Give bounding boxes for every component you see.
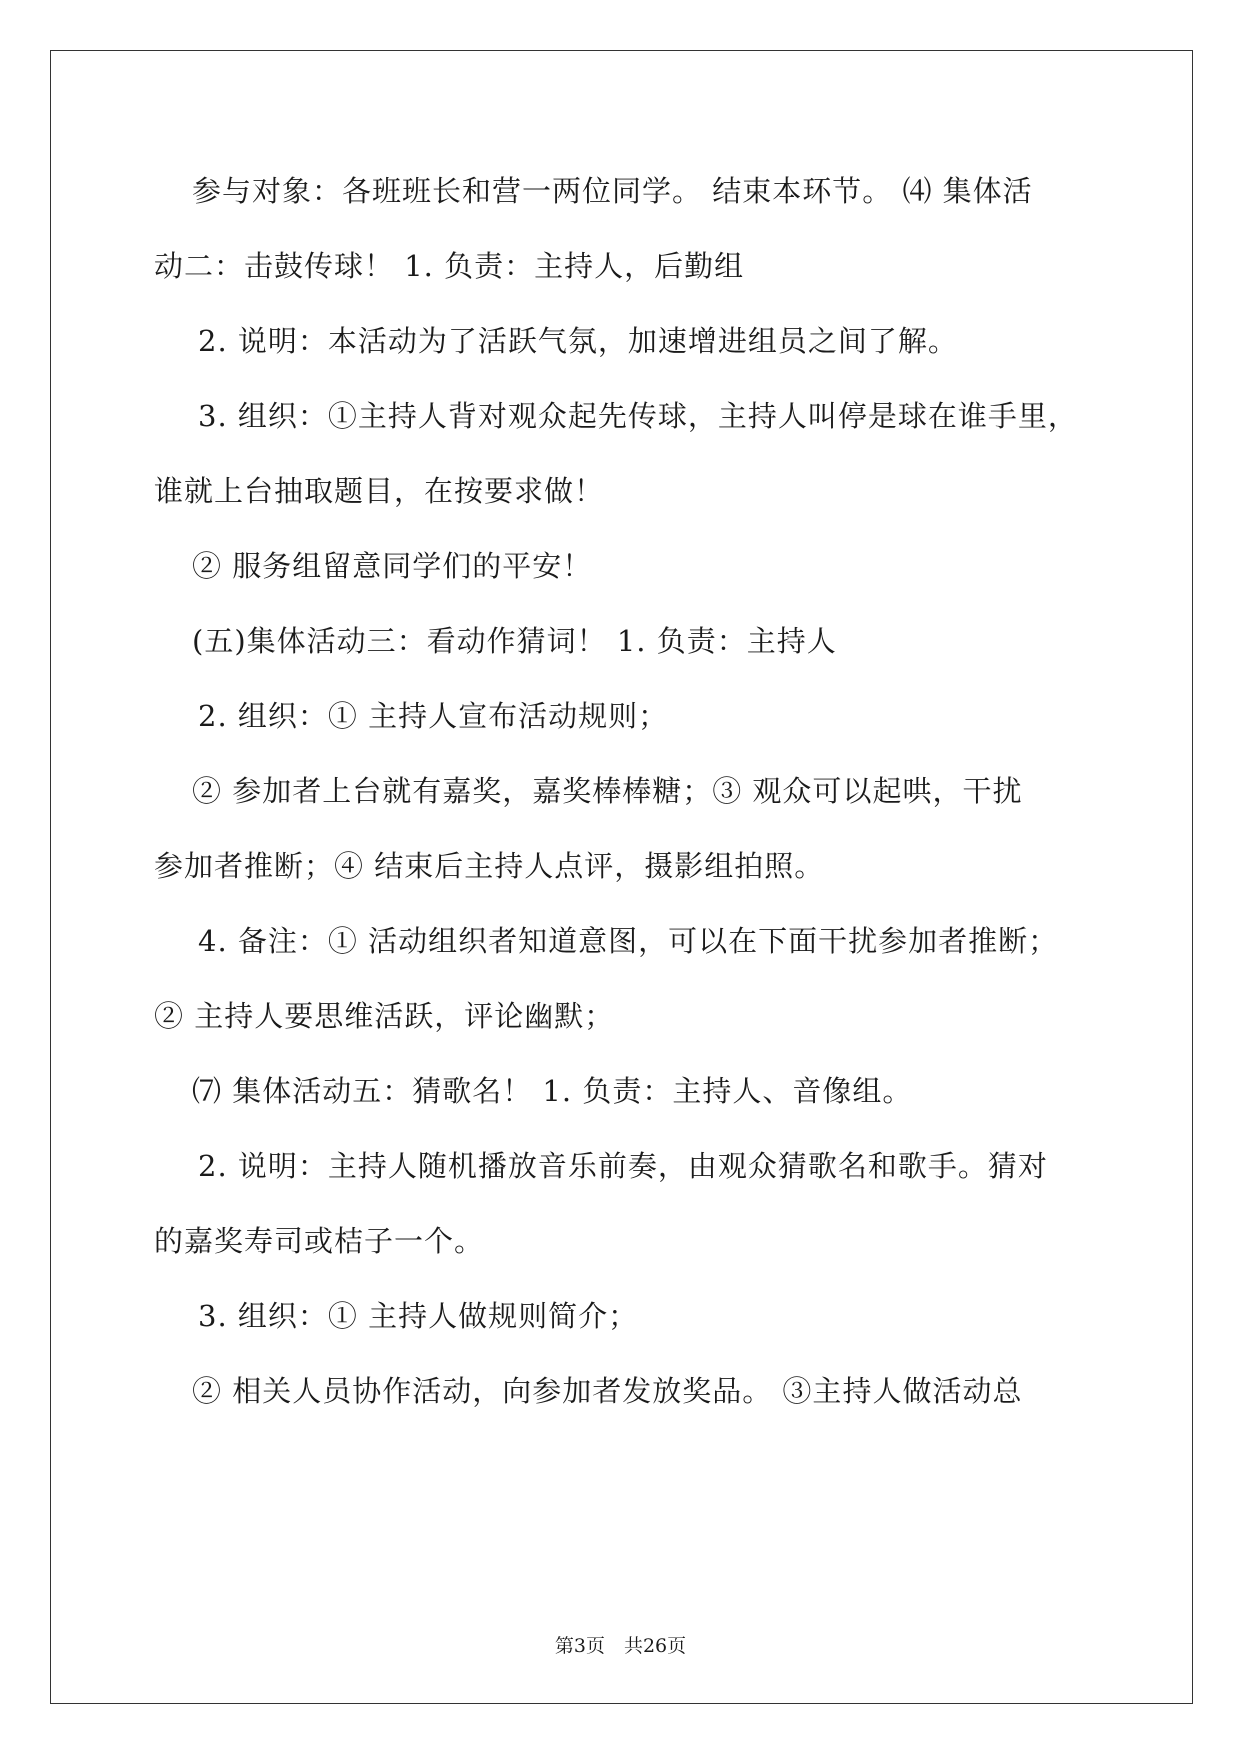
page-number-footer: 第3页 共26页 [554, 1635, 687, 1657]
text-line-6: ② 服务组留意同学们的平安！ [192, 549, 593, 583]
text-line-8: 2. 组织：① 主持人宣布活动规则； [198, 699, 669, 733]
text-line-10: 参加者推断；④ 结束后主持人点评，摄影组拍照。 [154, 849, 825, 883]
text-line-9: ② 参加者上台就有嘉奖，嘉奖棒棒糖；③ 观众可以起哄，干扰 [192, 774, 1023, 808]
text-line-12: ② 主持人要思维活跃，评论幽默； [154, 999, 615, 1033]
text-line-17: ② 相关人员协作活动，向参加者发放奖品。 ③主持人做活动总 [192, 1374, 1023, 1408]
text-line-15: 的嘉奖寿司或桔子一个。 [154, 1224, 485, 1258]
text-line-2: 动二：击鼓传球！ 1. 负责：主持人，后勤组 [154, 249, 745, 283]
text-line-7: (五)集体活动三：看动作猜词！ 1. 负责：主持人 [192, 624, 837, 658]
text-line-16: 3. 组织：① 主持人做规则简介； [198, 1299, 639, 1333]
text-line-13: ⑺ 集体活动五：猜歌名！ 1. 负责：主持人、音像组。 [192, 1074, 913, 1108]
text-line-1: 参与对象：各班班长和营一两位同学。 结束本环节。 ⑷ 集体活 [192, 174, 1033, 208]
text-line-11: 4. 备注：① 活动组织者知道意图，可以在下面干扰参加者推断； [198, 924, 1059, 958]
text-line-14: 2. 说明：主持人随机播放音乐前奏，由观众猜歌名和歌手。猜对 [198, 1149, 1048, 1183]
text-line-4: 3. 组织：①主持人背对观众起先传球，主持人叫停是球在谁手里， [198, 399, 1078, 433]
text-line-5: 谁就上台抽取题目，在按要求做！ [154, 474, 605, 508]
text-line-3: 2. 说明：本活动为了活跃气氛，加速增进组员之间了解。 [198, 324, 958, 358]
